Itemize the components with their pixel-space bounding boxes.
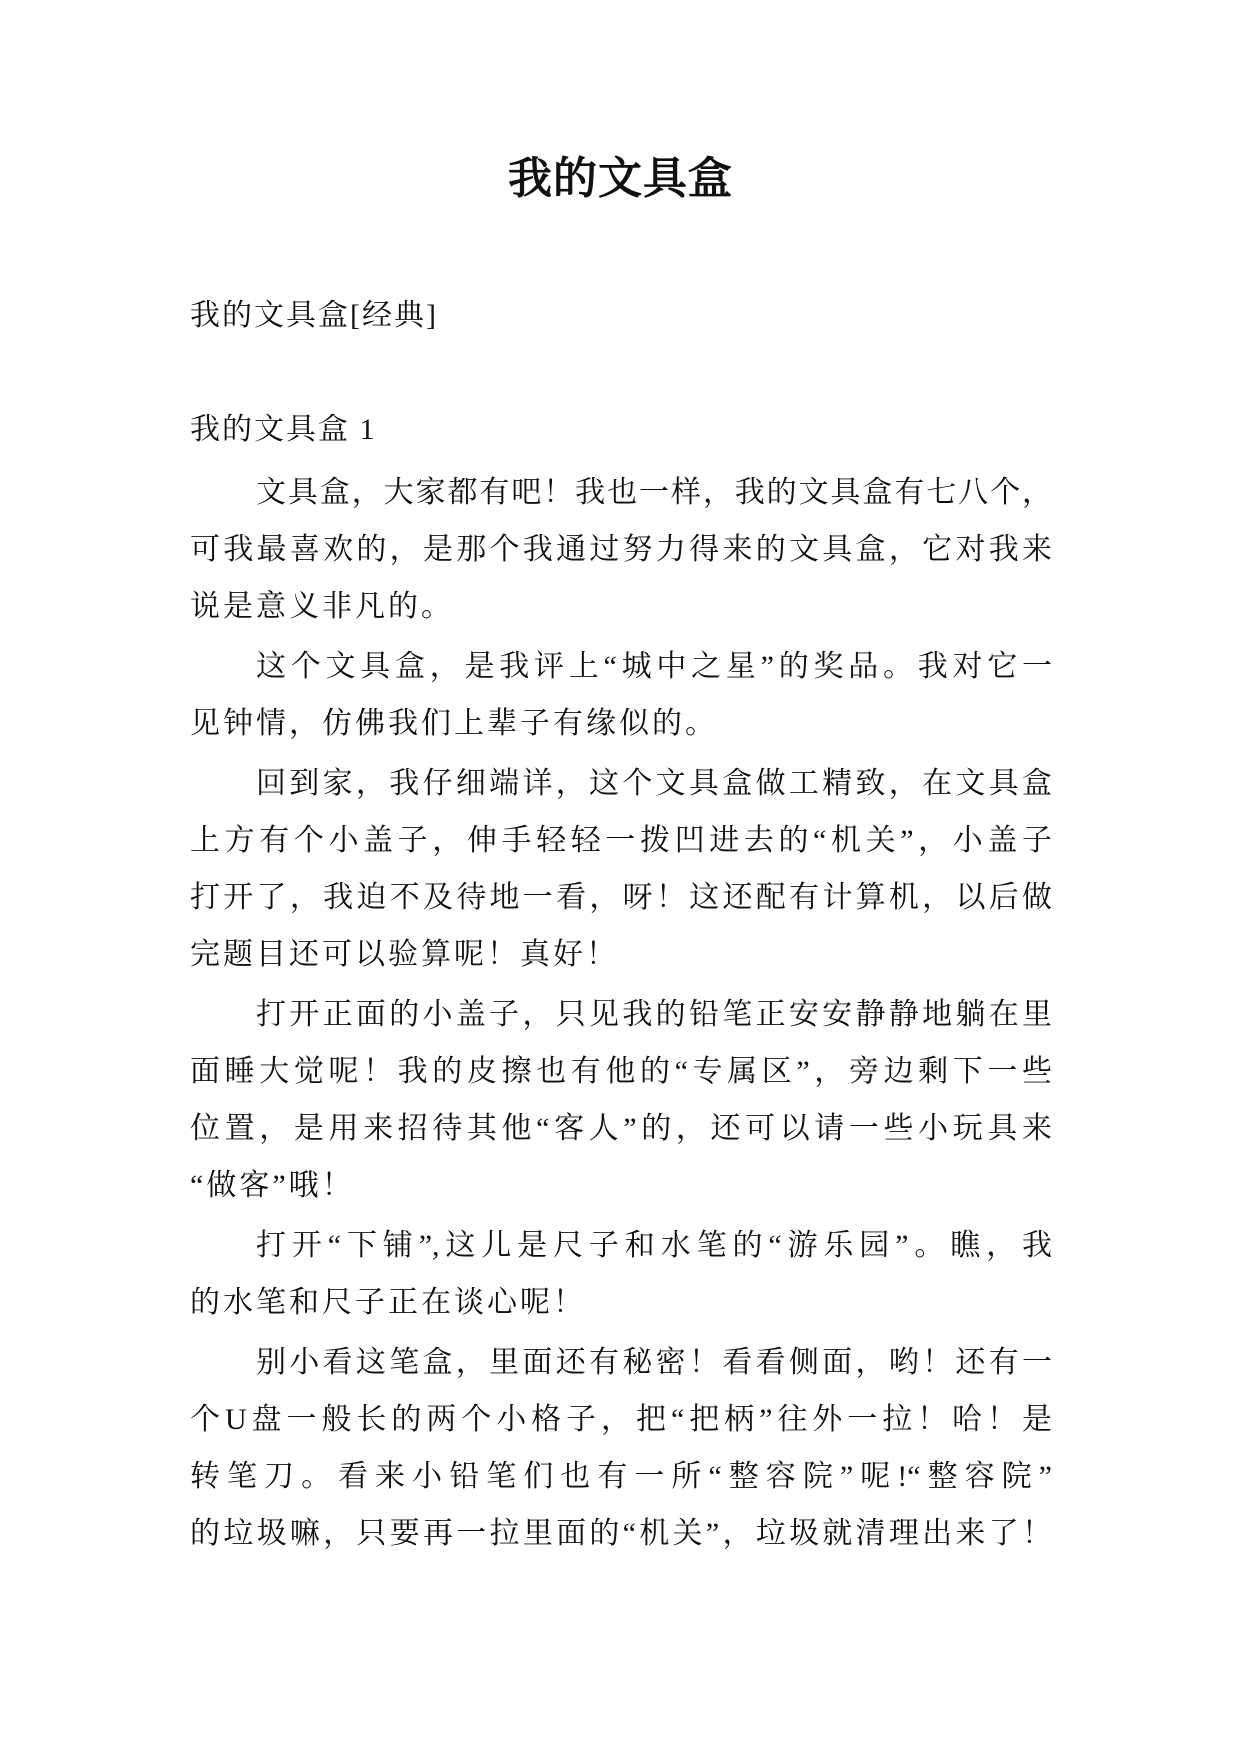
paragraph-line: 回到家，我仔细端详，这个文具盒做工精致，在文具盒 [256,767,1052,800]
paragraph-line: 文具盒，大家都有吧！我也一样，我的文具盒有七八个， [256,476,1052,509]
paragraph-line: 个U盘一般长的两个小格子，把“把柄”往外一拉！哈！是 [190,1403,1052,1436]
paragraph [190,464,1052,635]
paragraph-line: 说是意义非凡的。 [190,590,454,623]
paragraph [190,755,1052,983]
paragraph-line: 位置，是用来招待其他“客人”的，还可以请一些小玩具来 [190,1112,1052,1145]
paragraph-line: 可我最喜欢的，是那个我通过努力得来的文具盒，它对我来 [190,533,1052,566]
paragraph-line: 的水笔和尺子正在谈心呢！ [190,1286,586,1319]
paragraph-line: 打开了，我迫不及待地一看，呀！这还配有计算机，以后做 [190,881,1052,914]
document-title: 我的文具盒 [508,154,733,203]
paragraph [190,1334,1052,1562]
paragraph [190,1217,1052,1331]
paragraph-line: 上方有个小盖子，伸手轻轻一拨凹进去的“机关”，小盖子 [190,824,1052,857]
paragraph-line: 见钟情，仿佛我们上辈子有缘似的。 [190,707,718,740]
paragraph-line: 打开“下铺”,这儿是尺子和水笔的“游乐园”。瞧，我 [256,1229,1052,1262]
paragraph-line: 面睡大觉呢！我的皮擦也有他的“专属区”，旁边剩下一些 [190,1055,1052,1088]
paragraph [190,638,1052,752]
document-subtitle: 我的文具盒[经典] [190,299,438,332]
paragraph-line: 转笔刀。看来小铅笔们也有一所“整容院”呢!“整容院” [190,1460,1052,1493]
paragraph-line: 的垃圾嘛，只要再一拉里面的“机关”，垃圾就清理出来了！ [190,1517,1052,1550]
paragraph-line: 完题目还可以验算呢！真好！ [190,938,619,971]
paragraph-line: 打开正面的小盖子，只见我的铅笔正安安静静地躺在里 [256,998,1052,1031]
document-body [190,287,1052,1562]
paragraph-line: 这个文具盒，是我评上“城中之星”的奖品。我对它一 [256,650,1052,683]
section-heading: 我的文具盒 1 [190,413,377,446]
paragraph [190,986,1052,1214]
paragraph-line: 别小看这笔盒，里面还有秘密！看看侧面，哟！还有一 [256,1346,1052,1379]
paragraph-line: “做客”哦！ [190,1169,355,1202]
